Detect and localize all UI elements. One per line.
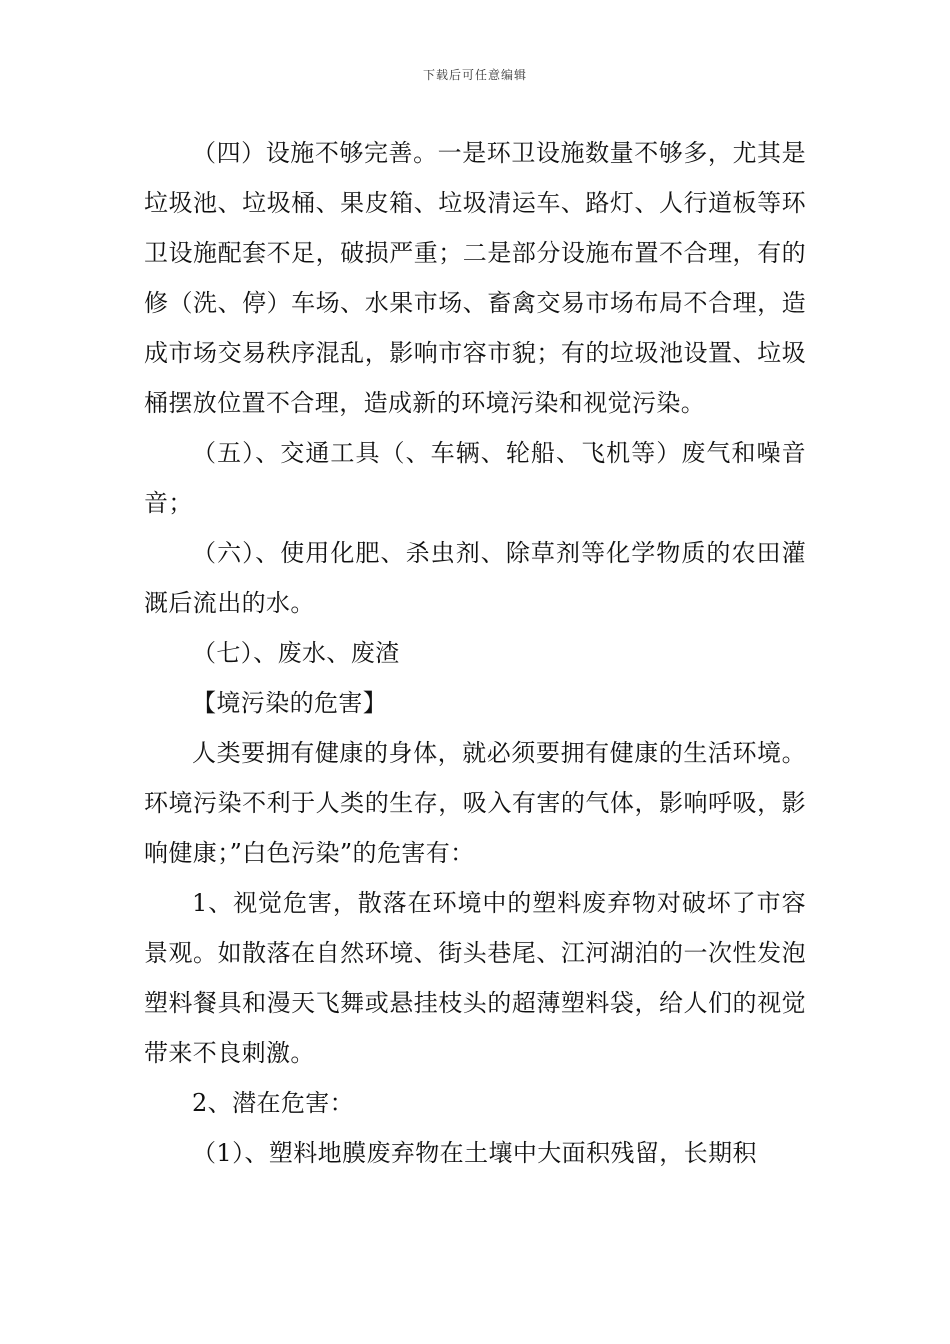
paragraph-waste: （七）、废水、废渣	[192, 639, 400, 667]
section-heading: 【境污染的危害】	[192, 689, 388, 717]
paragraph-transport: （五）、交通工具（、车辆、轮船、飞机等）废气和噪音音；	[144, 439, 806, 517]
paragraph-potential-harm: 2、潜在危害：	[192, 1089, 355, 1117]
paragraph-visual-harm: 1、视觉危害，散落在环境中的塑料废弃物对破坏了市容景观。如散落在自然环境、街头巷尾、江河湖泊的一次性发泡塑料餐具和漫天飞舞或悬挂枝头的超薄塑料袋，给人们的视觉带来不良刺激。	[144, 889, 806, 1067]
paragraph-film-residue: （1）、塑料地膜废弃物在土壤中大面积残留，长期积	[192, 1139, 757, 1167]
paragraph-chemicals: （六）、使用化肥、杀虫剂、除草剂等化学物质的农田灌溉后流出的水。	[144, 539, 806, 617]
paragraph-facilities: （四）设施不够完善。一是环卫设施数量不够多，尤其是垃圾池、垃圾桶、果皮箱、垃圾清运车、路灯、人行道板等环卫设施配套不足，破损严重；二是部分设施布置不合理，有的修（洗、停）车场、水果市场、畜禽交易市场布局不合理，造成市场交易秩序混乱，影响市容市貌；有的垃圾池设置、垃圾桶摆放位置不合理，造成新的环境污染和视觉污染。	[144, 139, 806, 417]
paragraph-health: 人类要拥有健康的身体，就必须要拥有健康的生活环境。环境污染不利于人类的生存，吸入有害的气体，影响呼吸，影响健康；”白色污染”的危害有：	[144, 739, 806, 867]
document-body	[144, 128, 806, 1178]
page-header: 下载后可任意编辑	[422, 68, 527, 82]
